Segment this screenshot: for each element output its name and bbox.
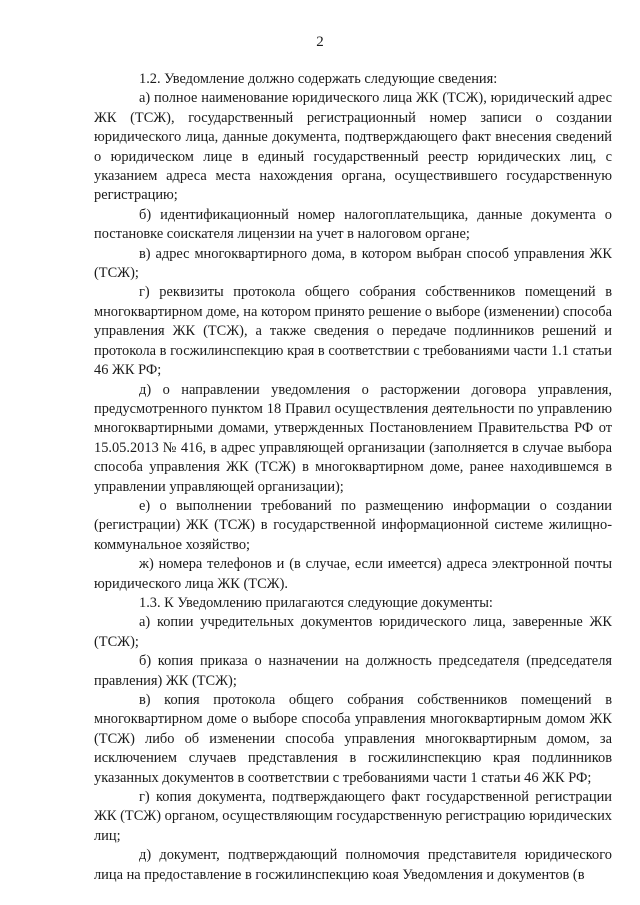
paragraph-1-3-heading: 1.3. К Уведомлению прилагаются следующие документы: [139,594,493,611]
paragraph-1-2-g: г) реквизиты протокола общего собрания собственников помещений в многоквартирном доме, на котором принято решение о выборе (изменении) способа управления ЖК (ТСЖ), а также сведения о передаче подлинников решений и протокола в госжилинспекцию края в соответствии с требованиями части 1.1 статьи 46 ЖК РФ; [94,284,612,379]
paragraph-1-2-a: а) полное наименование юридического лица ЖК (ТСЖ), юридический адрес ЖК (ТСЖ), государственный регистрационный номер записи о создании юридического лица, данные документа, подтверждающего факт внесения сведений о юридическом лице в единый государственный реестр юридических лиц, с указанием адреса места нахождения органа, осуществившего государственную регистрацию; [94,90,612,204]
paragraph-1-3-v: в) копия протокола общего собрания собственников помещений в многоквартирном доме о выборе способа управления многоквартирным домом ЖК (ТСЖ) либо об изменении способа управления многоквартирным домом, за исключением случаев представления в госжилинспекцию края подлинников указанных документов в соответствии с требованиями части 1 статьи 46 ЖК РФ; [94,692,612,786]
paragraph-1-2-v: в) адрес многоквартирного дома, в котором выбран способ управления ЖК (ТСЖ); [94,245,612,282]
paragraph-1-2-d: д) о направлении уведомления о расторжении договора управления, предусмотренного пунктом 18 Правил осуществления деятельности по управлению многоквартирными домами, утвержденных Постановлением Правительства РФ от 15.05.2013 № 416, в адрес управляющей организации (заполняется в случае выбора способа управления ЖК (ТСЖ) в многоквартирном доме, ранее находившемся в управлении управляющей организации); [94,381,612,495]
document-body [94,70,612,885]
page-number: 2 [316,34,324,50]
paragraph-1-3-b: б) копия приказа о назначении на должность председателя (председателя правления) ЖК (ТСЖ); [94,653,612,689]
paragraph-1-3-g: г) копия документа, подтверждающего факт государственной регистрации ЖК (ТСЖ) органом, осуществляющим государственную регистрацию юридических лиц; [94,789,612,844]
paragraph-1-2-zh: ж) номера телефонов и (в случае, если имеется) адреса электронной почты юридического лица ЖК (ТСЖ). [94,556,612,592]
paragraph-1-3-a: а) копии учредительных документов юридического лица, заверенные ЖК (ТСЖ); [94,614,612,650]
paragraph-1-2-e: е) о выполнении требований по размещению информации о создании (регистрации) ЖК (ТСЖ) в государственной информационной системе жилищно-коммунальное хозяйство; [94,497,612,553]
paragraph-1-3-d: д) документ, подтверждающий полномочия представителя юридического лица на предоставление в госжилинспекцию коая Уведомления и документов (в [94,847,612,883]
paragraph-1-2-heading: 1.2. Уведомление должно содержать следующие сведения: [139,71,498,87]
paragraph-1-2-b: б) идентификационный номер налогоплательщика, данные документа о постановке соискателя лицензии на учет в налоговом органе; [94,206,612,243]
